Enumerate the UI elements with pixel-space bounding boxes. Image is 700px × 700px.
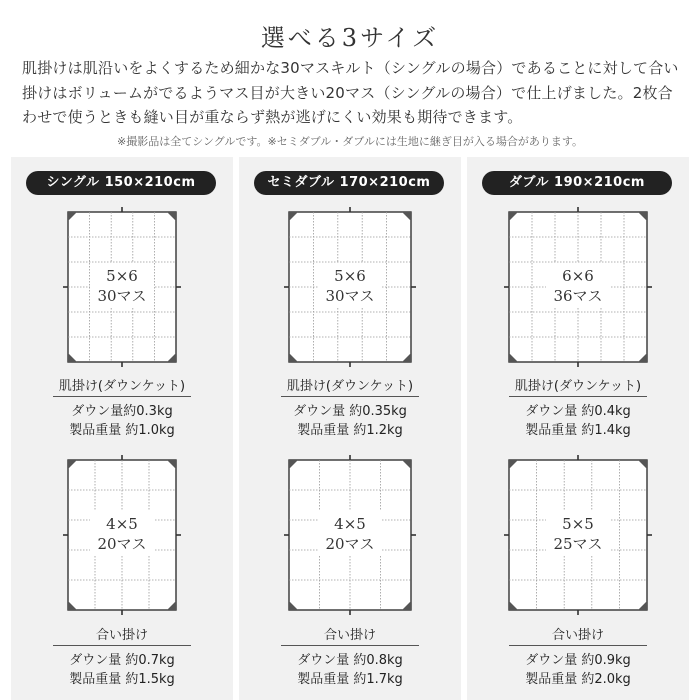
product-weight: 製品重量 約1.7kg (297, 672, 403, 687)
quilt-diagram-spring (239, 453, 461, 617)
photo-note: ※撮影品は全てシングルです。※セミダブル・ダブルには生地に継ぎ目が入る場合があります。 (117, 135, 583, 148)
product-name: 肌掛け(ダウンケット) (286, 379, 414, 394)
cell-count-label: 30マス (97, 287, 147, 305)
down-amount: ダウン量 約0.7kg (69, 653, 175, 668)
down-amount: ダウン量 約0.4kg (525, 404, 631, 419)
divider (53, 645, 191, 646)
product-name: 肌掛け(ダウンケット) (58, 379, 186, 394)
cell-count-label: 25マス (553, 535, 603, 553)
size-label-pill: セミダブル 170×210cm (254, 171, 444, 195)
quilt-diagram-spring (467, 453, 689, 617)
product-weight: 製品重量 約1.2kg (297, 423, 403, 438)
grid-size-label: 4×5 (106, 515, 138, 533)
size-panel-single (11, 157, 233, 700)
down-amount: ダウン量約0.3kg (71, 404, 173, 419)
product-name: 合い掛け (551, 628, 604, 643)
quilt-diagram-spring (11, 453, 233, 617)
cell-count-label: 20マス (325, 535, 375, 553)
size-label-pill: ダブル 190×210cm (482, 171, 672, 195)
divider (281, 396, 419, 397)
product-name: 合い掛け (95, 628, 148, 643)
grid-size-label: 5×5 (562, 515, 594, 533)
grid-size-label: 5×6 (334, 267, 366, 285)
product-weight: 製品重量 約1.5kg (69, 672, 175, 687)
grid-size-label: 5×6 (106, 267, 138, 285)
divider (281, 645, 419, 646)
size-panel-semi-double (239, 157, 461, 700)
size-label-pill: シングル 150×210cm (26, 171, 216, 195)
divider (509, 645, 647, 646)
down-amount: ダウン量 約0.35kg (293, 404, 407, 419)
product-weight: 製品重量 約1.4kg (525, 423, 631, 438)
page-title: 選べる3サイズ (260, 24, 440, 52)
product-name: 肌掛け(ダウンケット) (514, 379, 642, 394)
grid-size-label: 6×6 (562, 267, 594, 285)
divider (509, 396, 647, 397)
quilt-diagram-summer (11, 205, 233, 369)
intro-text: 肌掛けは肌沿いをよくするため細かな30マスキルト（シングルの場合）であることに対して合い掛けはボリュームがでるようマス目が大きい20マス（シングルの場合）で仕上げました。2枚合わせで使うときも縫い目が重ならず熱が逃げにくい効果も期待できます。 (22, 59, 679, 126)
quilt-diagram-summer (467, 205, 689, 369)
size-panel-double (467, 157, 689, 700)
product-name: 合い掛け (323, 628, 376, 643)
cell-count-label: 20マス (97, 535, 147, 553)
product-weight: 製品重量 約2.0kg (525, 672, 631, 687)
divider (53, 396, 191, 397)
down-amount: ダウン量 約0.8kg (297, 653, 403, 668)
product-weight: 製品重量 約1.0kg (69, 423, 175, 438)
cell-count-label: 30マス (325, 287, 375, 305)
down-amount: ダウン量 約0.9kg (525, 653, 631, 668)
cell-count-label: 36マス (553, 287, 603, 305)
quilt-diagram-summer (239, 205, 461, 369)
grid-size-label: 4×5 (334, 515, 366, 533)
